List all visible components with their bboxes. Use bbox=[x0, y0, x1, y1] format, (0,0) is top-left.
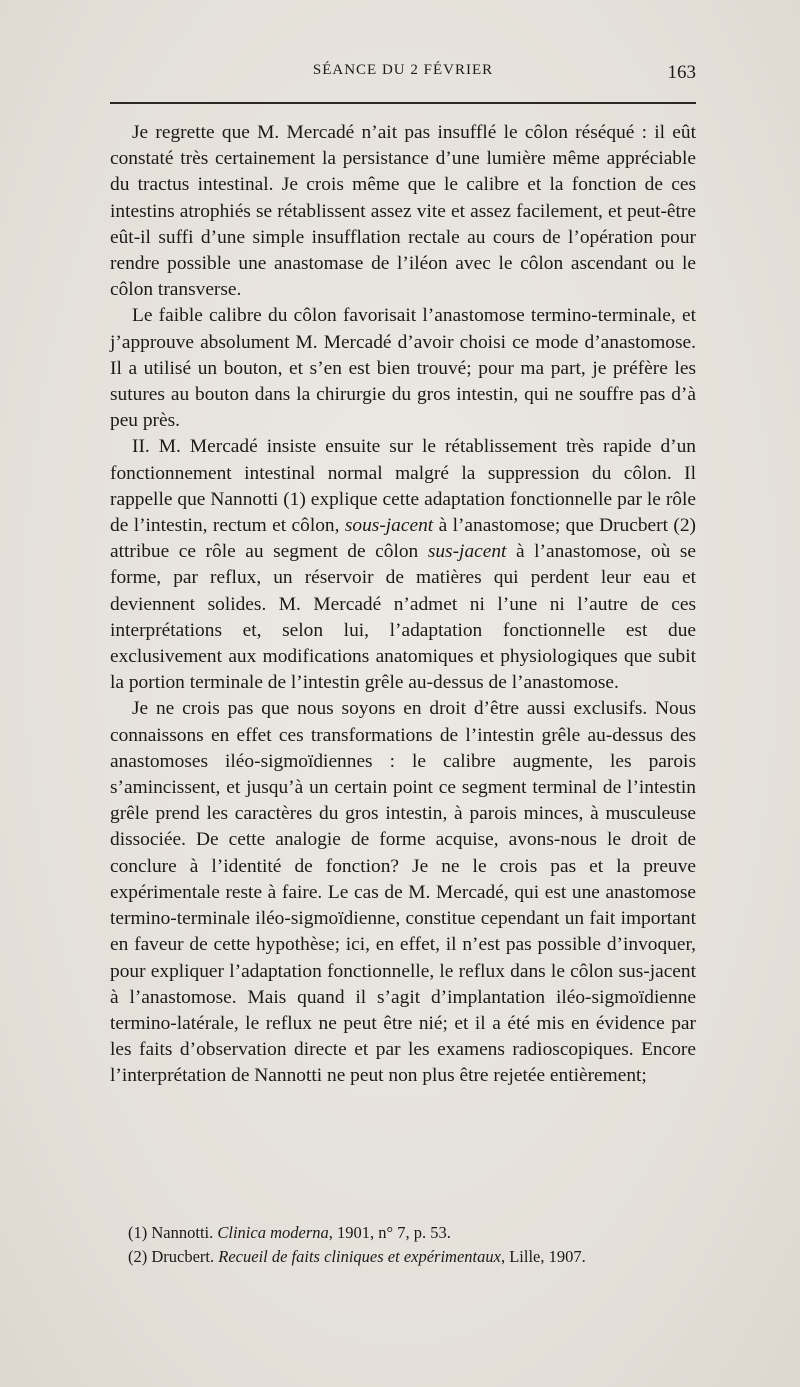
footnote bbox=[110, 1245, 696, 1269]
footnote-reference: , Lille, 1907. bbox=[500, 1247, 586, 1266]
header-rule bbox=[110, 102, 696, 104]
paragraph bbox=[110, 434, 696, 696]
footnote-title: Clinica moderna bbox=[217, 1223, 329, 1242]
running-title: SÉANCE DU 2 FÉVRIER bbox=[312, 62, 494, 78]
footnote-number: (1) bbox=[128, 1223, 148, 1242]
footnote-author: Drucbert. bbox=[147, 1247, 219, 1266]
footnote-author: Nannotti. bbox=[147, 1223, 218, 1242]
footnote bbox=[110, 1221, 696, 1245]
italic-term: sus-jacent bbox=[427, 541, 507, 563]
footnote-reference: , 1901, n° 7, p. 53. bbox=[328, 1223, 451, 1242]
footnotes bbox=[110, 1221, 696, 1269]
footnote-title: Recueil de faits cliniques et expérimentaux bbox=[218, 1247, 501, 1266]
text-run: à l’anastomose; que Drucbert (2) attribue ce rôle au segment de côlon bbox=[110, 515, 696, 563]
main-text bbox=[110, 120, 696, 1090]
italic-term: sous-jacent bbox=[344, 515, 434, 537]
paragraph: Je regrette que M. Mercadé n’ait pas insufflé le côlon réséqué : il eût constaté très certainement la persistance d’une lumière même appréciable du tractus intestinal. Je crois même que le calibre et la fonction de ces intestins atrophiés se rétablissent assez vite et assez facilement, et peut-être eût-il suffi d’une simple insufflation rectale au cours de l’opération pour rendre possible une anastomase de l’iléon avec le côlon ascendant ou le côlon transverse. bbox=[110, 122, 696, 301]
footnote-number: (2) bbox=[128, 1247, 148, 1266]
paragraph: Je ne crois pas que nous soyons en droit d’être aussi exclusifs. Nous connaissons en effet ces transformations de l’intestin grêle au-dessus des anastomoses iléo-sigmoïdiennes : le calibre augmente, les parois s’amincissent, et jusqu’à un certain point ce segment terminal de l’intestin grêle prend les caractères du gros intestin, à parois minces, à musculeuse dissociée. De cette analogie de forme acquise, avons-nous le droit de conclure à l’identité de fonction? Je ne le crois pas et la preuve expérimentale reste à faire. Le cas de M. Mercadé, qui est une anastomose termino-terminale iléo-sigmoïdienne, constitue cependant un fait important en faveur de cette hypothèse; ici, en effet, il n’est pas possible d’invoquer, pour expliquer l’adaptation fonctionnelle, le reflux dans le côlon sus-jacent à l’anastomose. Mais quand il s’agit d’implantation iléo-sigmoïdienne termino-latérale, le reflux ne peut être nié; et il a été mis en évidence par les faits d’observation directe et par les examens radioscopiques. Encore l’interprétation de Nannotti ne peut non plus être rejetée entièrement; bbox=[110, 698, 696, 1087]
page-number: 163 bbox=[667, 62, 696, 83]
paragraph: Le faible calibre du côlon favorisait l’anastomose termino-terminale, et j’approuve absolument M. Mercadé d’avoir choisi ce mode d’anastomose. Il a utilisé un bouton, et s’en est bien trouvé; pour ma part, je préfère les sutures au bouton dans la chirurgie du gros intestin, qui ne souffre pas d’à peu près. bbox=[110, 305, 696, 432]
text-run: à l’anastomose, où se forme, par reflux, un réservoir de matières qui perdent leur eau et deviennent solides. M. Mercadé n’admet ni l’une ni l’autre de ces interprétations et, selon lui, l’adaptation fonctionnelle est due exclusivement aux modifications anatomiques et physiologiques que subit la portion terminale de l’intestin grêle au-dessus de l’anastomose. bbox=[110, 541, 696, 694]
text-run: II. M. Mercadé insiste ensuite sur le rétablissement très rapide d’un fonctionnement intestinal normal malgré la suppression du côlon. Il rappelle que Nannotti (1) explique cette adaptation fonctionnelle par le rôle de l’intestin, rectum et côlon, bbox=[110, 436, 696, 537]
page-header bbox=[110, 62, 696, 86]
